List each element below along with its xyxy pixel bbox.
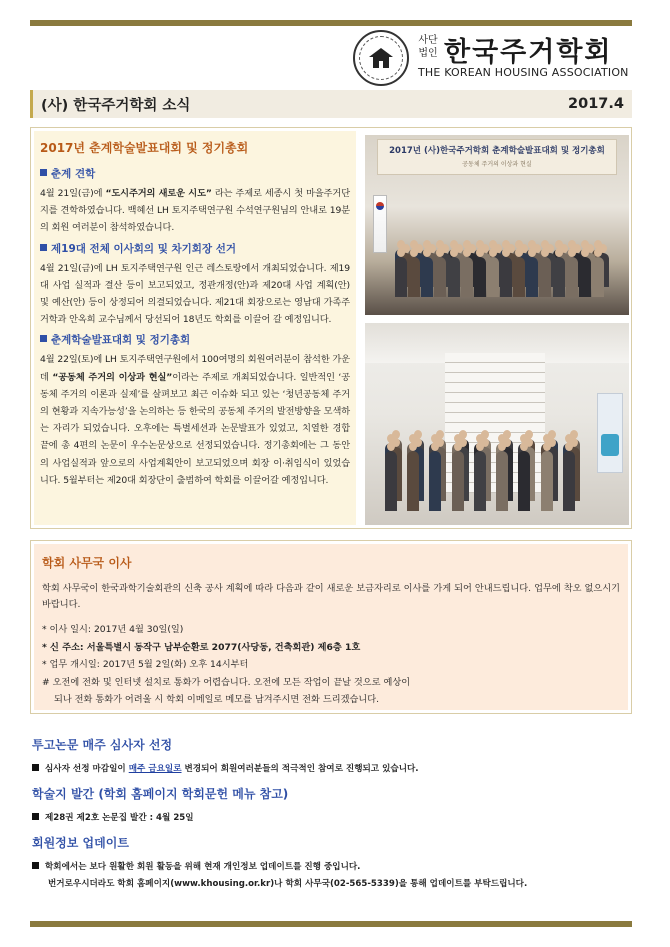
list-item: # 오전에 전화 및 인터넷 설치로 통화가 어렵습니다. 오전에 모든 작업이 끝날 것으로 예상이 (42, 676, 411, 688)
list-item: * 이사 일시: 2017년 4월 30일(일) (42, 624, 184, 635)
masthead (30, 26, 632, 86)
section-heading-tour: 춘계 견학 (40, 166, 350, 181)
newsletter-titlebar (30, 90, 632, 118)
group-photo-stairs (365, 323, 629, 525)
attendees-group (385, 401, 585, 511)
news-title: 2017년 춘계학술발표대회 및 정기총회 (40, 141, 249, 155)
square-bullet-icon (40, 244, 47, 251)
section-text-tour: 4월 21일(금)에 “도시주거의 새로운 시도” 라는 주제로 세종시 첫 마을주거단지를 견학하였습니다. 백혜선 LH 토지주택연구원 수석연구원님의 안내로 19분의 회원 여러분이 참석하였습니다. (40, 188, 350, 234)
bottom-rule (30, 921, 632, 927)
list-item: * 신 주소: 서울특별시 동작구 남부순환로 2077(사당동, 건축회관) 제6층 1호 (42, 641, 361, 653)
square-bullet-icon (32, 764, 39, 771)
office-notice-list (42, 621, 620, 709)
group-photo-conference-hall (365, 135, 629, 315)
member-text-1: 학회에서는 보다 원활한 회원 활동을 위해 현재 개인정보 업데이트를 진행 중입니다. (32, 859, 632, 876)
office-notice-title: 학회 사무국 이사 (42, 556, 132, 570)
list-item: * 업무 개시일: 2017년 5월 2일(화) 오후 14시부터 (42, 659, 249, 670)
event-banner: 2017년 (사)한국주거학회 춘계학술발표대회 및 정기총회 공동체 주거의 이상과 현실 (377, 139, 617, 175)
flag-icon (373, 195, 387, 253)
attendees-group (395, 225, 605, 297)
newsletter-title: (사) 한국주거학회 소식 (41, 97, 191, 114)
news-article (34, 131, 356, 525)
office-notice-intro: 학회 사무국이 한국과학기술회관의 신축 공사 계획에 따라 다음과 같이 새로운 보금자리로 이사를 가게 되어 안내드립니다. 업무에 착오 없으시기 바랍니다. (42, 583, 620, 610)
association-seal-logo (353, 30, 409, 86)
journal-text: 제28권 제2호 논문집 발간 : 4월 25일 (32, 810, 632, 827)
member-section (32, 834, 632, 893)
section-text-conference: 4월 22일(토)에 LH 토지주택연구원에서 100여명의 회원여러분이 참석한 가운데 “공동체 주거의 이상과 현실”이라는 주제로 개최되었습니다. 일반적인 ‘공동체 주거의 이론과 실제’를 살펴보고 최근 이슈화 되고 있는 ‘청년공동체 주거의 현황과 지속가능성’을 논의하는 등 한국의 공동체 주거의 발전방향을 모색하는 자리가 되었습니다. 오후에는 특별세션과 논문발표가 있었고, 치열한 경합 끝에 총 4편의 논문이 우수논문상으로 선정되었습니다. 정기총회에는 그 동안의 사업실적과 앞으로의 사업계획안이 보고되었으며 회장 이·취임식이 있었습니다. 5월부터는 제20대 회장단이 출범하여 학회를 이끌어갈 예정입니다. (40, 354, 350, 486)
poster-stand-image (597, 393, 623, 473)
section-heading-conference: 춘계학술발표대회 및 정기총회 (40, 332, 350, 347)
journal-section (32, 785, 632, 827)
org-name-english: THE KOREAN HOUSING ASSOCIATION (418, 66, 629, 79)
org-type-label: 사단 법인 (418, 35, 438, 59)
review-section (32, 736, 632, 778)
section-heading-board: 제19대 전체 이사회의 및 차기회장 선거 (40, 241, 350, 256)
square-bullet-icon (40, 169, 47, 176)
square-bullet-icon (32, 862, 39, 869)
square-bullet-icon (32, 813, 39, 820)
member-heading: 회원정보 업데이트 (32, 836, 129, 850)
list-item: 되나 전화 통화가 어려울 시 학회 이메일로 메모를 남겨주시면 전화 드리겠습니다. (54, 694, 380, 705)
org-name-korean: 한국주거학회 (444, 37, 613, 68)
square-bullet-icon (40, 335, 47, 342)
review-heading: 투고논문 매주 심사자 선정 (32, 738, 173, 752)
journal-heading: 학술지 발간 (학회 홈페이지 학회문헌 메뉴 참고) (32, 787, 289, 801)
friday-deadline-link[interactable]: 매주 금요일로 (128, 764, 182, 774)
section-text-board: 4월 21일(금)에 LH 토지주택연구원 인근 레스토랑에서 개최되었습니다. 제19대 사업 실적과 결산 등이 보고되었고, 정관개정(안)과 제20대 사업 계획(안) 및 예산(안) 등이 상정되어 의결되었습니다. 제21대 회장으로는 영남대 가족주거학과 안옥희 교수님께서 당선되어 18년도 학회를 이끌어 갈 예정입니다. (40, 262, 350, 326)
review-text: 심사자 선정 마감일이 매주 금요일로 변경되어 회원여러분들의 적극적인 참여로 진행되고 있습니다. (32, 761, 632, 778)
member-text-2: 번거로우시더라도 학회 홈페이지(www.khousing.or.kr)나 학회 사무국(02-565-5339)을 통해 업데이트를 부탁드립니다. (48, 879, 528, 889)
office-notice (34, 544, 628, 710)
newsletter-date: 2017.4 (568, 96, 624, 112)
house-icon (369, 48, 393, 68)
